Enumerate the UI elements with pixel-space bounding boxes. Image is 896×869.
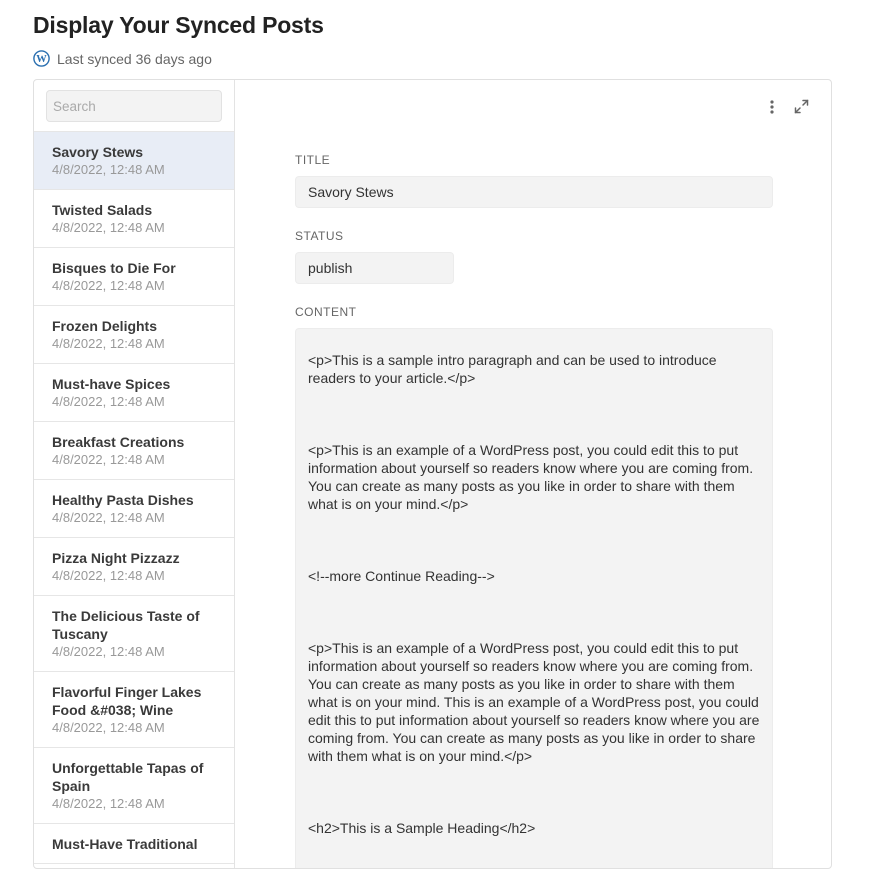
post-list-item[interactable] [34,364,234,422]
post-title: Unforgettable Tapas of Spain [52,760,204,794]
status-value: publish [308,260,353,276]
content-paragraph: <p>This is an example of a WordPress post, you could edit this to put information about yourself so readers know where you are coming from. You can create as many posts as you like in order to share with them what is on your mind.</p> [308,442,757,512]
post-title: The Delicious Taste of Tuscany [52,608,200,642]
post-date: 4/8/2022, 12:48 AM [52,220,165,235]
post-detail [235,80,831,868]
wordpress-icon [33,50,50,67]
post-list-item[interactable] [34,596,234,672]
post-date: 4/8/2022, 12:48 AM [52,336,165,351]
post-date: 4/8/2022, 12:48 AM [52,510,165,525]
content-label: CONTENT [295,305,357,319]
post-list-item[interactable] [34,132,234,190]
post-date: 4/8/2022, 12:48 AM [52,162,165,177]
posts-sidebar [34,80,235,868]
status-field[interactable] [295,252,454,284]
post-list-item[interactable] [34,480,234,538]
post-title: Twisted Salads [52,202,153,218]
post-title: Flavorful Finger Lakes Food &#038; Wine [52,684,202,718]
svg-text:W: W [36,54,47,66]
title-field[interactable] [295,176,773,208]
title-value: Savory Stews [308,184,394,200]
post-title: Bisques to Die For [52,260,176,276]
post-date: 4/8/2022, 12:48 AM [52,796,165,811]
post-list [34,132,234,864]
content-field[interactable] [295,328,773,869]
post-list-item[interactable] [34,248,234,306]
post-date: 4/8/2022, 12:48 AM [52,394,165,409]
expand-icon [793,98,810,120]
post-title: Breakfast Creations [52,434,185,450]
post-title: Must-have Spices [52,376,171,392]
search-input[interactable] [46,90,222,122]
post-title: Healthy Pasta Dishes [52,492,194,508]
posts-panel [33,79,832,869]
post-date: 4/8/2022, 12:48 AM [52,278,165,293]
more-vertical-icon [770,99,774,120]
title-label: TITLE [295,153,331,167]
expand-button[interactable] [790,98,812,120]
post-list-item[interactable] [34,824,234,864]
post-date: 4/8/2022, 12:48 AM [52,720,165,735]
search-container [34,80,234,132]
status-label: STATUS [295,229,344,243]
content-paragraph: <h2>This is a Sample Heading</h2> [308,820,536,836]
content-paragraph: <p>This is a sample intro paragraph and can be used to introduce readers to your article.</p> [308,352,721,386]
post-title: Pizza Night Pizzazz [52,550,180,566]
post-list-item[interactable] [34,538,234,596]
post-list-item[interactable] [34,422,234,480]
post-list-item[interactable] [34,748,234,824]
post-list-item[interactable] [34,190,234,248]
page-title: Display Your Synced Posts [33,12,324,38]
post-title: Savory Stews [52,144,144,160]
more-options-button[interactable] [761,98,783,120]
content-paragraph: <!--more Continue Reading--> [308,568,495,584]
post-list-item[interactable] [34,306,234,364]
sync-status [33,50,212,67]
post-date: 4/8/2022, 12:48 AM [52,568,165,583]
post-list-item[interactable] [34,672,234,748]
post-date: 4/8/2022, 12:48 AM [52,644,165,659]
post-title: Must-Have Traditional [52,836,198,852]
post-title: Frozen Delights [52,318,158,334]
post-date: 4/8/2022, 12:48 AM [52,452,165,467]
sync-status-text: Last synced 36 days ago [57,50,212,67]
content-paragraph: <p>This is an example of a WordPress post, you could edit this to put information about yourself so readers know where you are coming from. You can create as many posts as you like in order to share with them what is on your mind. This is an example of a WordPress post, you could edit this to put information about yourself so readers know where you are coming from. You can create as many posts as you like in order to share with them what is on your mind.</p> [308,640,764,764]
